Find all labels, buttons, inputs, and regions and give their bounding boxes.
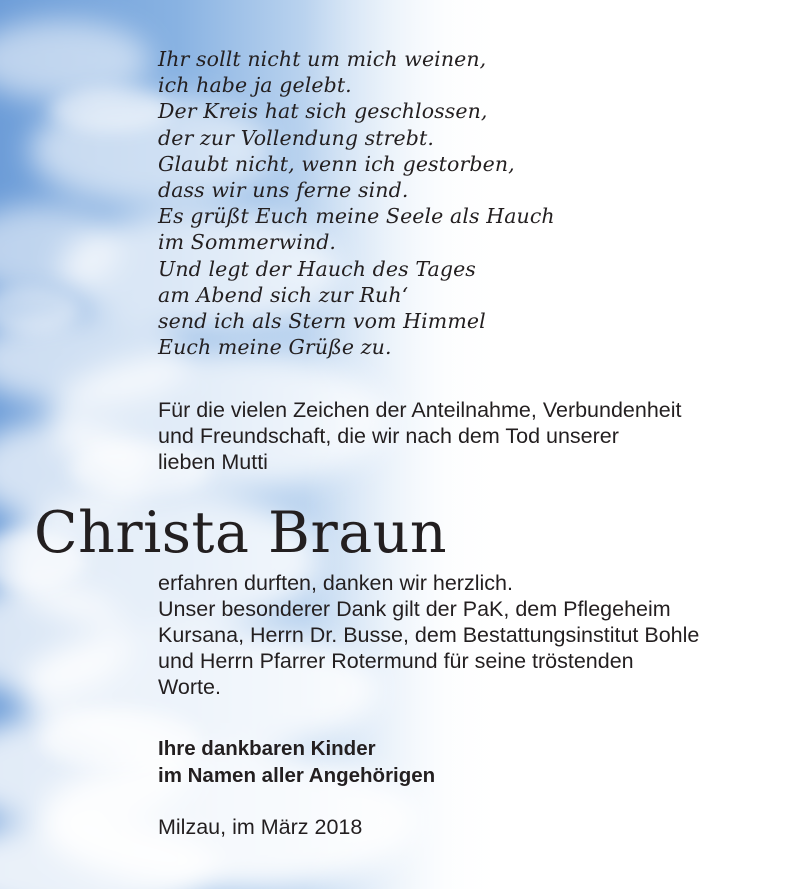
thanks-outro-text [158, 570, 699, 700]
poem-line: ich habe ja gelebt. [158, 73, 352, 98]
poem-line: Glaubt nicht, wenn ich gestorben, [158, 151, 515, 176]
poem-line: Der Kreis hat sich geschlossen, [158, 99, 488, 124]
text-line: Für die vielen Zeichen der Anteilnahme, Verbundenheit [158, 398, 682, 422]
poem-line: Und legt der Hauch des Tages [158, 256, 476, 281]
text-line: lieben Mutti [158, 450, 268, 474]
place-date: Milzau, im März 2018 [158, 815, 363, 839]
poem-line: send ich als Stern vom Himmel [158, 309, 486, 334]
text-line: Unser besonderer Dank gilt der PaK, dem Pflegeheim [158, 597, 671, 621]
thanks-intro-text [158, 397, 682, 475]
text-line: Worte. [158, 675, 221, 699]
text-line: und Freundschaft, die wir nach dem Tod unserer [158, 424, 619, 448]
poem-line: im Sommerwind. [158, 230, 337, 255]
poem-line: am Abend sich zur Ruh‘ [158, 282, 409, 307]
deceased-name: Christa Braun [34, 500, 448, 566]
signature [158, 736, 435, 789]
poem-line: Es grüßt Euch meine Seele als Hauch [158, 204, 555, 229]
text-line: erfahren durften, danken wir herzlich. [158, 571, 513, 595]
signature-line: im Namen aller Angehörigen [158, 763, 436, 787]
poem-line: Ihr sollt nicht um mich weinen, [158, 47, 487, 71]
poem-line: dass wir uns ferne sind. [158, 178, 409, 203]
poem-line: der zur Vollendung strebt. [158, 125, 434, 150]
poem [158, 46, 555, 360]
signature-line: Ihre dankbaren Kinder [158, 737, 376, 760]
text-line: und Herrn Pfarrer Rotermund für seine tröstenden [158, 649, 634, 673]
poem-line: Euch meine Grüße zu. [158, 335, 392, 360]
text-line: Kursana, Herrn Dr. Busse, dem Bestattungsinstitut Bohle [158, 623, 700, 647]
